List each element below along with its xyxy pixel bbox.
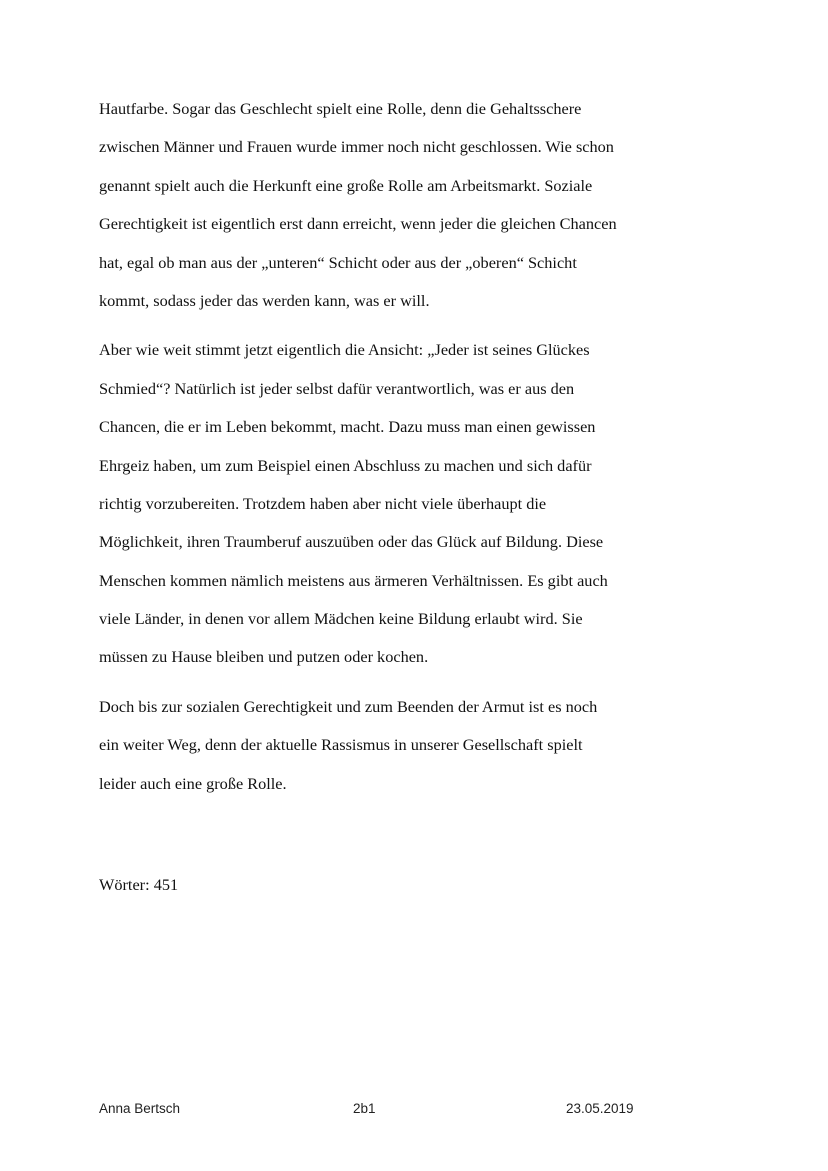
paragraph-spacer xyxy=(99,681,739,692)
footer-author: Anna Bertsch xyxy=(99,1101,181,1116)
text-line: Schmied“? Natürlich ist jeder selbst dafür verantwortlich, was er aus den xyxy=(99,378,575,398)
text-line: kommt, sodass jeder das werden kann, was er will. xyxy=(99,290,430,310)
text-line: Möglichkeit, ihren Traumberuf auszuüben oder das Glück auf Bildung. Diese xyxy=(99,532,604,552)
text-line: Hautfarbe. Sogar das Geschlecht spielt eine Rolle, denn die Gehaltsschere xyxy=(99,99,582,118)
text-line: Menschen kommen nämlich meistens aus ärmeren Verhältnissen. Es gibt auch xyxy=(99,570,608,590)
text-line: Ehrgeiz haben, um zum Beispiel einen Abschluss zu machen und sich dafür xyxy=(99,455,592,475)
paragraph-spacer xyxy=(99,324,739,335)
text-line: Chancen, die er im Leben bekommt, macht. Dazu muss man einen gewissen xyxy=(99,417,596,437)
text-line: müssen zu Hause bleiben und putzen oder kochen. xyxy=(99,647,429,667)
text-line: Aber wie weit stimmt jetzt eigentlich die Ansicht: „Jeder ist seines Glückes xyxy=(99,340,590,360)
footer-date: 23.05.2019 xyxy=(566,1101,634,1116)
paragraph xyxy=(99,692,739,807)
document-body xyxy=(99,94,739,807)
text-line: leider auch eine große Rolle. xyxy=(99,773,287,793)
text-line: zwischen Männer und Frauen wurde immer noch nicht geschlossen. Wie schon xyxy=(99,137,614,157)
footer-class: 2b1 xyxy=(353,1101,376,1116)
text-line: ein weiter Weg, denn der aktuelle Rassismus in unserer Gesellschaft spielt xyxy=(99,735,583,755)
paragraph xyxy=(99,94,739,324)
paragraph xyxy=(99,335,739,681)
text-line: hat, egal ob man aus der „unteren“ Schicht oder aus der „oberen“ Schicht xyxy=(99,252,577,272)
text-line: richtig vorzubereiten. Trotzdem haben aber nicht viele überhaupt die xyxy=(99,493,547,513)
text-line: viele Länder, in denen vor allem Mädchen keine Bildung erlaubt wird. Sie xyxy=(99,609,583,629)
text-line: Doch bis zur sozialen Gerechtigkeit und zum Beenden der Armut ist es noch xyxy=(99,696,598,716)
text-line: genannt spielt auch die Herkunft eine große Rolle am Arbeitsmarkt. Soziale xyxy=(99,175,593,195)
word-count: Wörter: 451 xyxy=(99,875,179,894)
text-line: Gerechtigkeit ist eigentlich erst dann erreicht, wenn jeder die gleichen Chancen xyxy=(99,214,617,234)
